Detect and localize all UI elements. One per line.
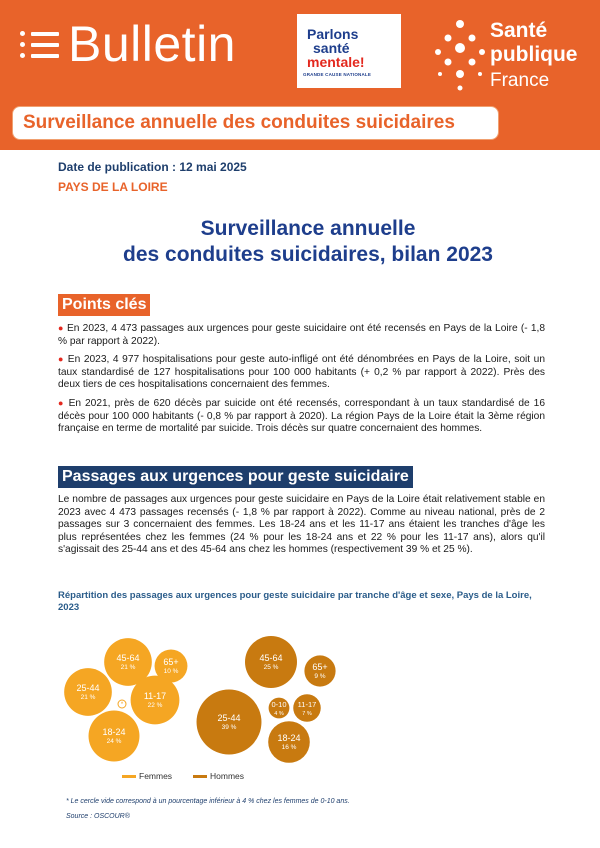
bubble-hommes-0-10 [269, 698, 290, 719]
bubble-value: 7 % [302, 711, 312, 717]
bubble-hommes-45-64 [245, 636, 297, 688]
bubble-value: 22 % [147, 702, 163, 709]
key-point-3: ● En 2021, près de 620 décès par suicide ont été recensés, correspondant à un taux standardisé de 16 décès pour 100 000 habitants (- 0,8 % par rapport à 2020). La région Pays de la Loire était la 3ème région française en terme de mortalité par suicide. Trois décès sur quatre concernaient des hommes. [58, 398, 545, 434]
bubble-label: 18-24 [102, 727, 126, 737]
bubble-hommes-18-24 [268, 721, 310, 763]
bubble-femmes-empty [118, 700, 126, 708]
legend-hommes: Hommes [193, 771, 244, 781]
main-title-line-1: Surveillance annuelle [200, 217, 416, 240]
parlons-sante-mentale-logo: Parlons santé mentale! GRANDE CAUSE NATIONALE [297, 14, 401, 88]
subtitle-text: Surveillance annuelle des conduites suicidaires [23, 112, 455, 133]
publication-date: Date de publication : 12 mai 2025 [58, 160, 247, 174]
bubble-label: 65+ [163, 657, 179, 667]
bullet-icon: ● [58, 398, 65, 408]
bubble-value: 24 % [106, 738, 122, 745]
bubble-chart [58, 620, 378, 770]
bubble-femmes-18-24 [89, 711, 140, 762]
legend-swatch-femmes [122, 775, 136, 778]
key-point-1: ● En 2023, 4 473 passages aux urgences pour geste suicidaire ont été recensés en Pays de la Loire (- 1,8 % par rapport à 2022). [58, 323, 546, 347]
bubble-label: 18-24 [277, 733, 301, 743]
figure-title: Répartition des passages aux urgences pour geste suicidaire par tranche d'âge et sexe, Pays de la Loire, 2023 [58, 590, 532, 613]
bubble-label: 0-10 [271, 700, 287, 709]
brand-line-2: publique [490, 43, 578, 66]
bubble-femmes-11-17 [131, 676, 180, 725]
section-heading-passages: Passages aux urgences pour geste suicidaire [58, 466, 413, 488]
key-point-2: ● En 2023, 4 977 hospitalisations pour geste auto-infligé ont été dénombrées en Pays de la Loire, soit un taux standardisé de 127 hospitalisations pour 100 000 habitants (+ 0,2 % par rapport à 2022). Près des deux tiers de ces hospitalisations concernaient des femmes. [58, 354, 545, 390]
bullet-icon: ● [58, 354, 65, 364]
legend-femmes: Femmes [122, 771, 172, 781]
legend-swatch-hommes [193, 775, 207, 778]
bubble-value: 16 % [281, 744, 297, 751]
bubble-hommes-25-44 [197, 690, 262, 755]
bubble-value: 9 % [314, 673, 326, 680]
menu-icon[interactable] [20, 30, 60, 58]
bubble-label: 11-17 [297, 700, 317, 709]
section-heading-points-cles: Points clés [58, 294, 150, 316]
bubble-value: 39 % [221, 724, 237, 731]
subtitle-box [12, 106, 499, 140]
bubble-label: 11-17 [143, 691, 167, 701]
bubble-value: 21 % [120, 664, 136, 671]
bubble-label: * [120, 702, 124, 708]
bubble-label: 25-44 [217, 713, 241, 723]
figure-footnote: * Le cercle vide correspond à un pourcentage inférieur à 4 % chez les femmes de 0-10 ans. [66, 798, 350, 805]
bubble-value: 4 % [274, 711, 284, 717]
bubble-femmes-25-44 [64, 668, 112, 716]
sante-publique-logo-icon [428, 14, 492, 94]
region-label: PAYS DE LA LOIRE [58, 180, 168, 194]
bubble-value: 21 % [80, 694, 96, 701]
bubble-label: 25-44 [76, 683, 100, 693]
bullet-icon: ● [58, 323, 64, 333]
brand-line-1: Santé [490, 19, 548, 42]
bubble-label: 65+ [312, 662, 328, 672]
figure-source: Source : OSCOUR® [66, 813, 130, 820]
bubble-value: 10 % [163, 668, 179, 675]
bubble-hommes-65+ [304, 655, 335, 686]
bubble-value: 25 % [263, 664, 279, 671]
brand-line-3: France [490, 70, 550, 91]
bubble-label: 45-64 [259, 653, 283, 663]
main-title-line-2: des conduites suicidaires, bilan 2023 [123, 243, 493, 266]
bulletin-title: Bulletin [68, 16, 236, 72]
bubble-label: 45-64 [116, 653, 140, 663]
passages-paragraph: Le nombre de passages aux urgences pour geste suicidaire en Pays de la Loire était relativement stable en 2023 avec 4 473 passages recensés (- 1,8 % par rapport à 2022). Comme au niveau national, près de 2 passages sur 3 concernaient des femmes. Les 18-24 ans et les 11-17 ans étaient les tranches d'âge les plus représentées chez les femmes (24 % pour les 18-24 ans et 22 % pour les 11-17 ans), alors qu'il s'agissait des 25-44 ans et des 45-64 ans chez les hommes (respectivement 39 % et 25 %). [58, 494, 545, 555]
bubble-hommes-11-17 [293, 694, 321, 722]
